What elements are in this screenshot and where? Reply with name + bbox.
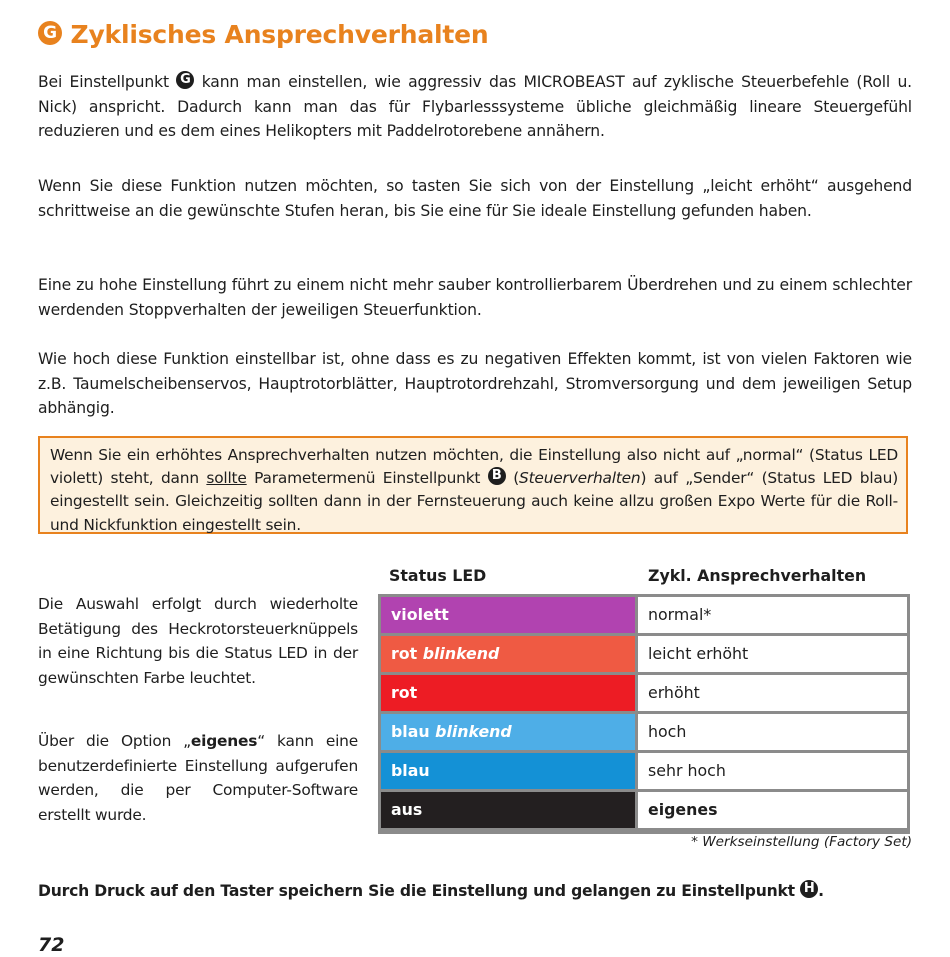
- table-row: [381, 714, 907, 750]
- paragraph-usage: Wenn Sie diese Funktion nutzen möchten, so tasten Sie sich von der Einstellung „leicht erhöht“ ausgehend schrittweise an die gewünschte Stufen heran, bis Sie eine für Sie ideale Einstellung gefunden haben.: [38, 177, 912, 220]
- side-text-custom: Über die Option „eigenes“ kann eine benutzerdefinierte Einstellung aufgerufen werden, die per Computer-Software erstellt wurde.: [38, 732, 358, 824]
- value-cell: hoch: [638, 714, 907, 750]
- led-cell: blau blinkend: [381, 714, 635, 750]
- table-row: [381, 753, 907, 789]
- note-box: [38, 436, 908, 534]
- note-text: Wenn Sie ein erhöhtes Ansprechverhalten nutzen möchten, die Einstellung also nicht auf „normal“ (Status LED violett) steht, dann sollte Parametermenü Einstellpunkt B (Steuerverhalten) auf „Sender“ (Status LED blau) eingestellt sein. Gleichzeitig sollten dann in der Fernsteuerung auch keine allzu großen Expo Werte für die Roll- und Nickfunktion eingestellt sein.: [50, 446, 899, 534]
- value-cell: erhöht: [638, 675, 907, 711]
- led-cell: rot blinkend: [381, 636, 635, 672]
- step-g-badge-icon: G: [38, 21, 62, 45]
- led-cell: violett: [381, 597, 635, 633]
- value-cell: eigenes: [638, 792, 907, 828]
- table-row: [381, 792, 907, 828]
- led-cell: rot: [381, 675, 635, 711]
- final-instruction: Durch Druck auf den Taster speichern Sie die Einstellung und gelangen zu Einstellpunkt H .: [38, 881, 824, 900]
- step-h-badge-icon: H: [800, 880, 818, 898]
- paragraph-warning: Eine zu hohe Einstellung führt zu einem nicht mehr sauber kontrollierbarem Überdrehen und zu einem schlechter werdenden Stoppverhalten der jeweiligen Steuerfunktion.: [38, 276, 912, 319]
- step-g-inline-badge-icon: G: [176, 71, 194, 89]
- table-header-value: Zykl. Ansprechverhalten: [648, 566, 867, 585]
- paragraph-factors: Wie hoch diese Funktion einstellbar ist, ohne dass es zu negativen Effekten kommt, ist von vielen Faktoren wie z.B. Taumelscheibenservos, Hauptrotorblätter, Hauptrotordrehzahl, Stromversorgung und dem jeweiligen Setup abhängig.: [38, 350, 912, 418]
- table-header-led: Status LED: [389, 566, 487, 585]
- led-table: [378, 594, 910, 834]
- value-cell: normal*: [638, 597, 907, 633]
- value-cell: sehr hoch: [638, 753, 907, 789]
- footnote: * Werkseinstellung (Factory Set): [691, 834, 912, 850]
- table-row: [381, 675, 907, 711]
- section-title: [38, 20, 489, 49]
- table-row: [381, 636, 907, 672]
- paragraph-intro: Bei Einstellpunkt G kann man einstellen, wie aggressiv das MICROBEAST auf zyklische Steuerbefehle (Roll u. Nick) anspricht. Dadurch kann man das für Flybarlesssysteme übliche gleichmäßig lineare Steuergefühl reduzieren und es dem eines Helikopters mit Paddelrotorebene annähern.: [38, 72, 912, 141]
- led-cell: aus: [381, 792, 635, 828]
- value-cell: leicht erhöht: [638, 636, 907, 672]
- led-cell: blau: [381, 753, 635, 789]
- step-b-badge-icon: B: [488, 467, 506, 485]
- side-text-selection: Die Auswahl erfolgt durch wiederholte Betätigung des Heckrotorsteuerknüppels in eine Richtung bis die Status LED in der gewünschten Farbe leuchtet.: [38, 595, 358, 687]
- table-row: [381, 597, 907, 633]
- section-title-text: Zyklisches Ansprechverhalten: [70, 20, 489, 49]
- page-number: 72: [38, 934, 65, 956]
